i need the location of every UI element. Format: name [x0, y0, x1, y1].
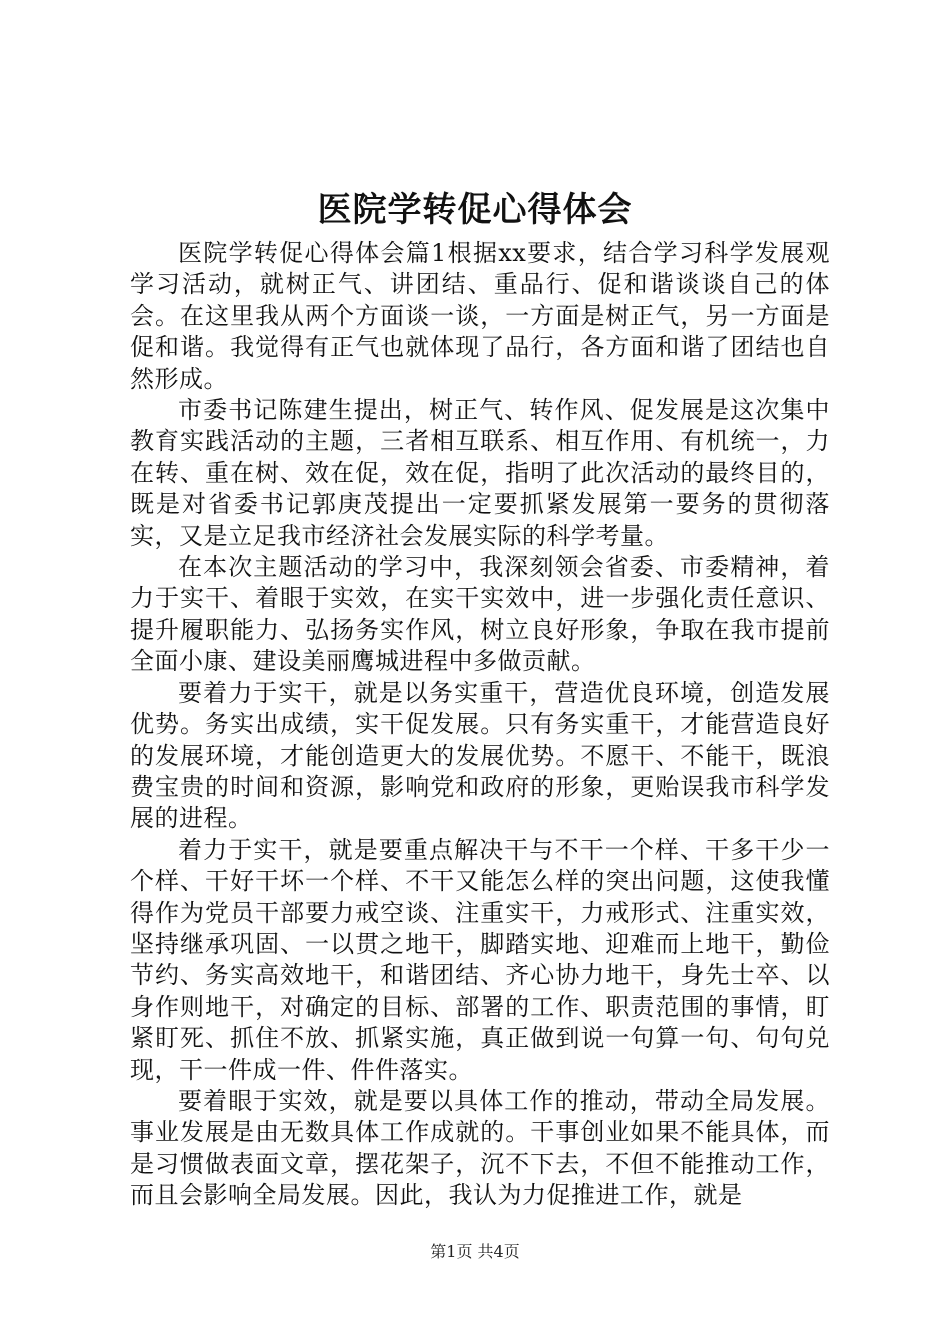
paragraph-4: 要着力于实干，就是以务实重干，营造优良环境，创造发展优势。务实出成绩，实干促发展。只有务实重干，才能营造良好的发展环境，才能创造更大的发展优势。不愿干、不能干，既浪费宝贵的时间和资源，影响党和政府的形象，更贻误我市科学发展的进程。: [130, 678, 830, 833]
document-title: 医院学转促心得体会: [317, 190, 633, 230]
paragraph-3: 在本次主题活动的学习中，我深刻领会省委、市委精神，着力于实干、着眼于实效，在实干实效中，进一步强化责任意识、提升履职能力、弘扬务实作风，树立良好形象，争取在我市提前全面小康、建设美丽鹰城进程中多做贡献。: [130, 553, 830, 676]
paragraph-1: 医院学转促心得体会篇1根据xx要求，结合学习科学发展观学习活动，就树正气、讲团结、重品行、促和谐谈谈自己的体会。在这里我从两个方面谈一谈，一方面是树正气，另一方面是促和谐。我觉得有正气也就体现了品行，各方面和谐了团结也自然形成。: [130, 239, 830, 393]
paragraph-5: 着力于实干，就是要重点解决干与不干一个样、干多干少一个样、干好干坏一个样、不干又能怎么样的突出问题，这使我懂得作为党员干部要力戒空谈、注重实干，力戒形式、注重实效，坚持继承巩固、一以贯之地干，脚踏实地、迎难而上地干，勤俭节约、务实高效地干，和谐团结、齐心协力地干，身先士卒、以身作则地干，对确定的目标、部署的工作、职责范围的事情，盯紧盯死、抓住不放、抓紧实施，真正做到说一句算一句、句句兑现，干一件成一件、件件落实。: [130, 835, 830, 1084]
paragraph-6: 要着眼于实效，就是要以具体工作的推动，带动全局发展。事业发展是由无数具体工作成就的。干事创业如果不能具体，而是习惯做表面文章，摆花架子，沉不下去，不但不能推动工作，而且会影响全局发展。因此，我认为力促推进工作，就是: [130, 1086, 830, 1210]
paragraph-2: 市委书记陈建生提出，树正气、转作风、促发展是这次集中教育实践活动的主题，三者相互联系、相互作用、有机统一，力在转、重在树、效在促，效在促，指明了此次活动的最终目的，既是对省委书记郭庚茂提出一定要抓紧发展第一要务的贯彻落实，又是立足我市经济社会发展实际的科学考量。: [130, 396, 830, 550]
document-body: [130, 238, 830, 1212]
page-number-footer: 第1页 共4页: [430, 1242, 520, 1261]
